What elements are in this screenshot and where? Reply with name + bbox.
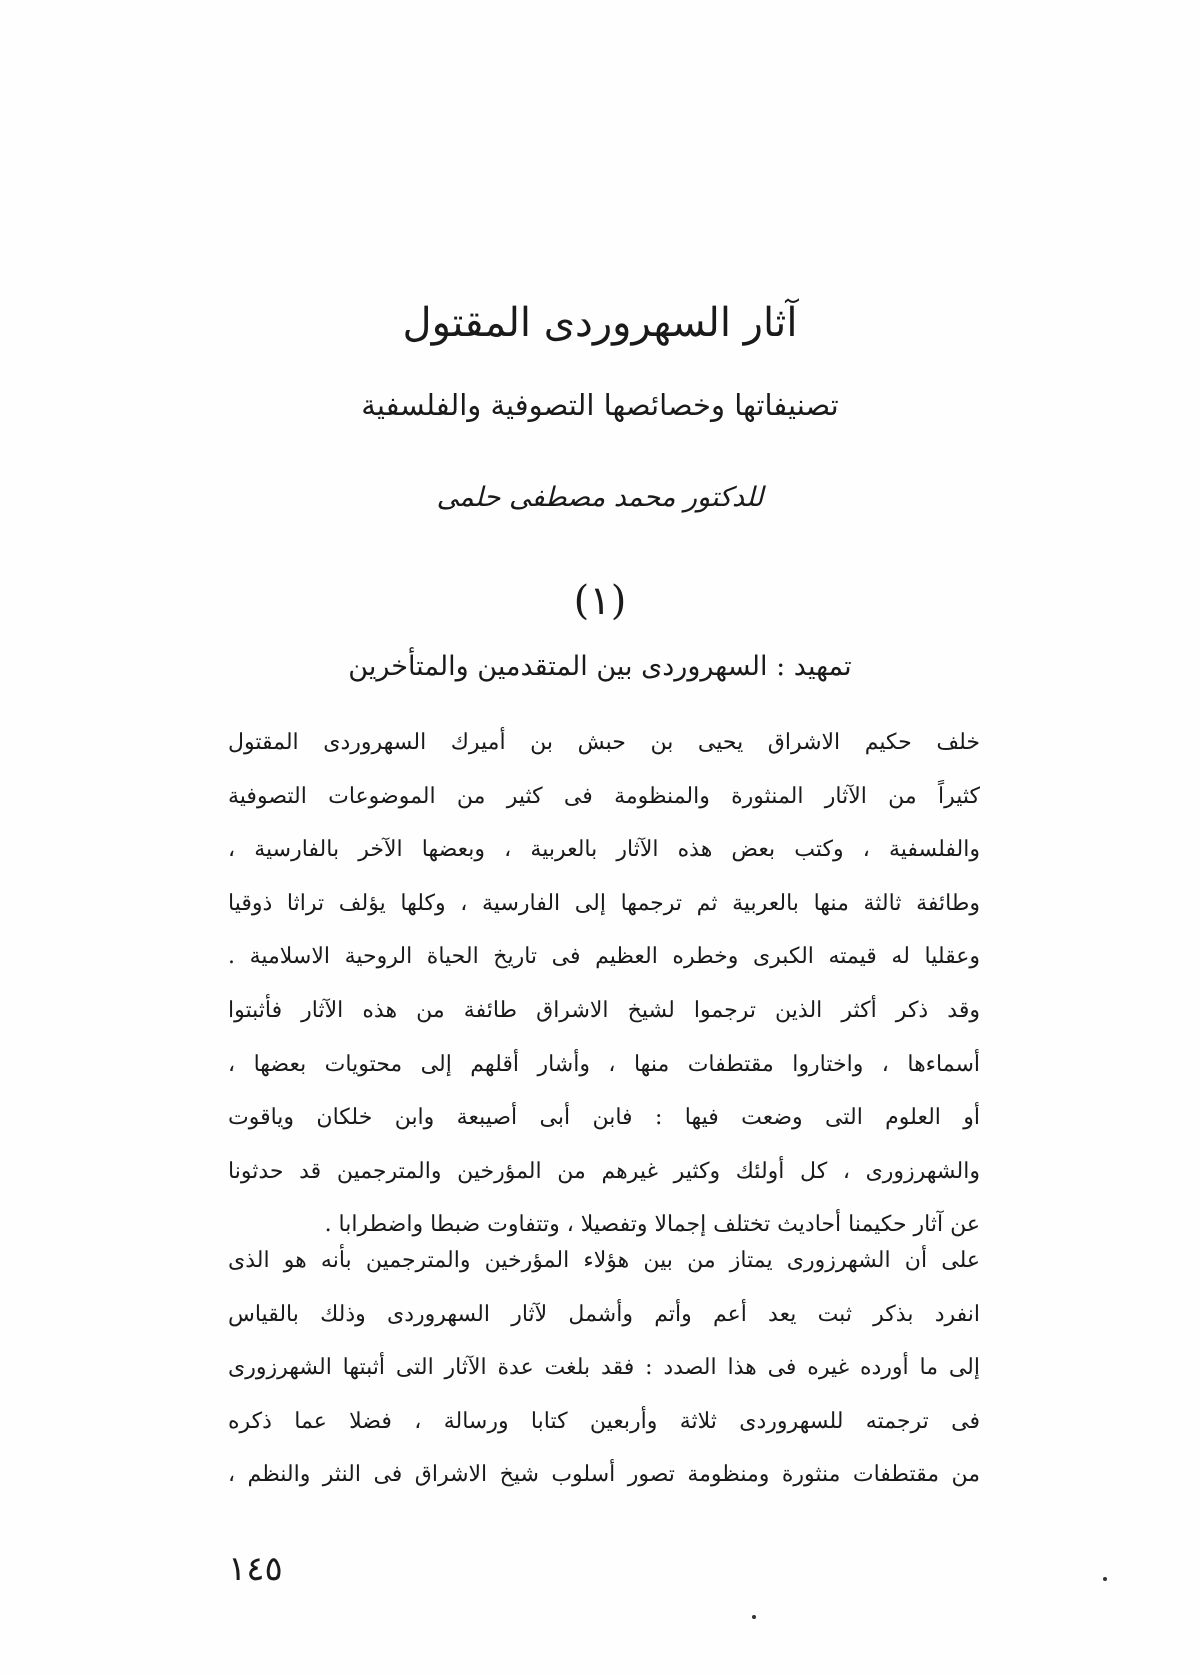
text-line: من مقتطفات منثورة ومنظومة تصور أسلوب شيخ الاشراق فى النثر والنظم ،: [228, 1462, 980, 1488]
paragraph-1: [228, 716, 980, 1252]
text-line: خلف حكيم الاشراق يحيى بن حبش بن أميرك السهروردى المقتول: [228, 730, 980, 755]
text-line: كثيراً من الآثار المنثورة والمنظومة فى كثير من الموضوعات التصوفية: [228, 783, 980, 809]
article-title: آثار السهروردى المقتول: [402, 300, 798, 346]
text-line: فى ترجمته للسهروردى ثلاثة وأربعين كتابا ورسالة ، فضلا عما ذكره: [228, 1408, 980, 1434]
text-line: أسماءها ، واختاروا مقتطفات منها ، وأشار أقلهم إلى محتويات بعضها ،: [228, 1051, 980, 1077]
section-heading: تمهيد : السهروردى بين المتقدمين والمتأخرين: [348, 651, 852, 682]
text-line: وقد ذكر أكثر الذين ترجموا لشيخ الاشراق طائفة من هذه الآثار فأثبتوا: [228, 997, 980, 1023]
text-line: إلى ما أورده غيره فى هذا الصدد : فقد بلغت عدة الآثار التى أثبتها الشهرزورى: [228, 1355, 980, 1381]
text-line: انفرد بذكر ثبت يعد أعم وأتم وأشمل لآثار السهروردى وذلك بالقياس: [228, 1301, 980, 1327]
text-line: عن آثار حكيمنا أحاديث تختلف إجمالا وتفصيلا ، وتتفاوت ضبطا واضطرابا .: [324, 1212, 980, 1238]
scan-speck: [752, 1615, 756, 1619]
article-author: للدكتور محمد مصطفى حلمى: [436, 482, 764, 513]
article-subtitle: تصنيفاتها وخصائصها التصوفية والفلسفية: [361, 388, 839, 422]
text-line: على أن الشهرزورى يمتاز من بين هؤلاء المؤرخين والمترجمين بأنه هو الذى: [228, 1248, 980, 1273]
text-line: والشهرزورى ، كل أولئك وكثير غيرهم من المؤرخين والمترجمين قد حدثونا: [228, 1158, 980, 1184]
scan-speck: [1103, 1577, 1107, 1581]
text-line: والفلسفية ، وكتب بعض هذه الآثار بالعربية ، وبعضها الآخر بالفارسية ،: [228, 837, 980, 863]
text-line: وطائفة ثالثة منها بالعربية ثم ترجمها إلى الفارسية ، وكلها يؤلف تراثا ذوقيا: [228, 890, 980, 916]
paragraph-2: [228, 1234, 980, 1502]
page-number: ١٤٥: [228, 1549, 283, 1589]
section-number: (١): [573, 578, 627, 624]
text-line: وعقليا له قيمته الكبرى وخطره العظيم فى تاريخ الحياة الروحية الاسلامية .: [228, 944, 980, 970]
text-line: أو العلوم التى وضعت فيها : فابن أبى أصيبعة وابن خلكان وياقوت: [228, 1105, 980, 1131]
